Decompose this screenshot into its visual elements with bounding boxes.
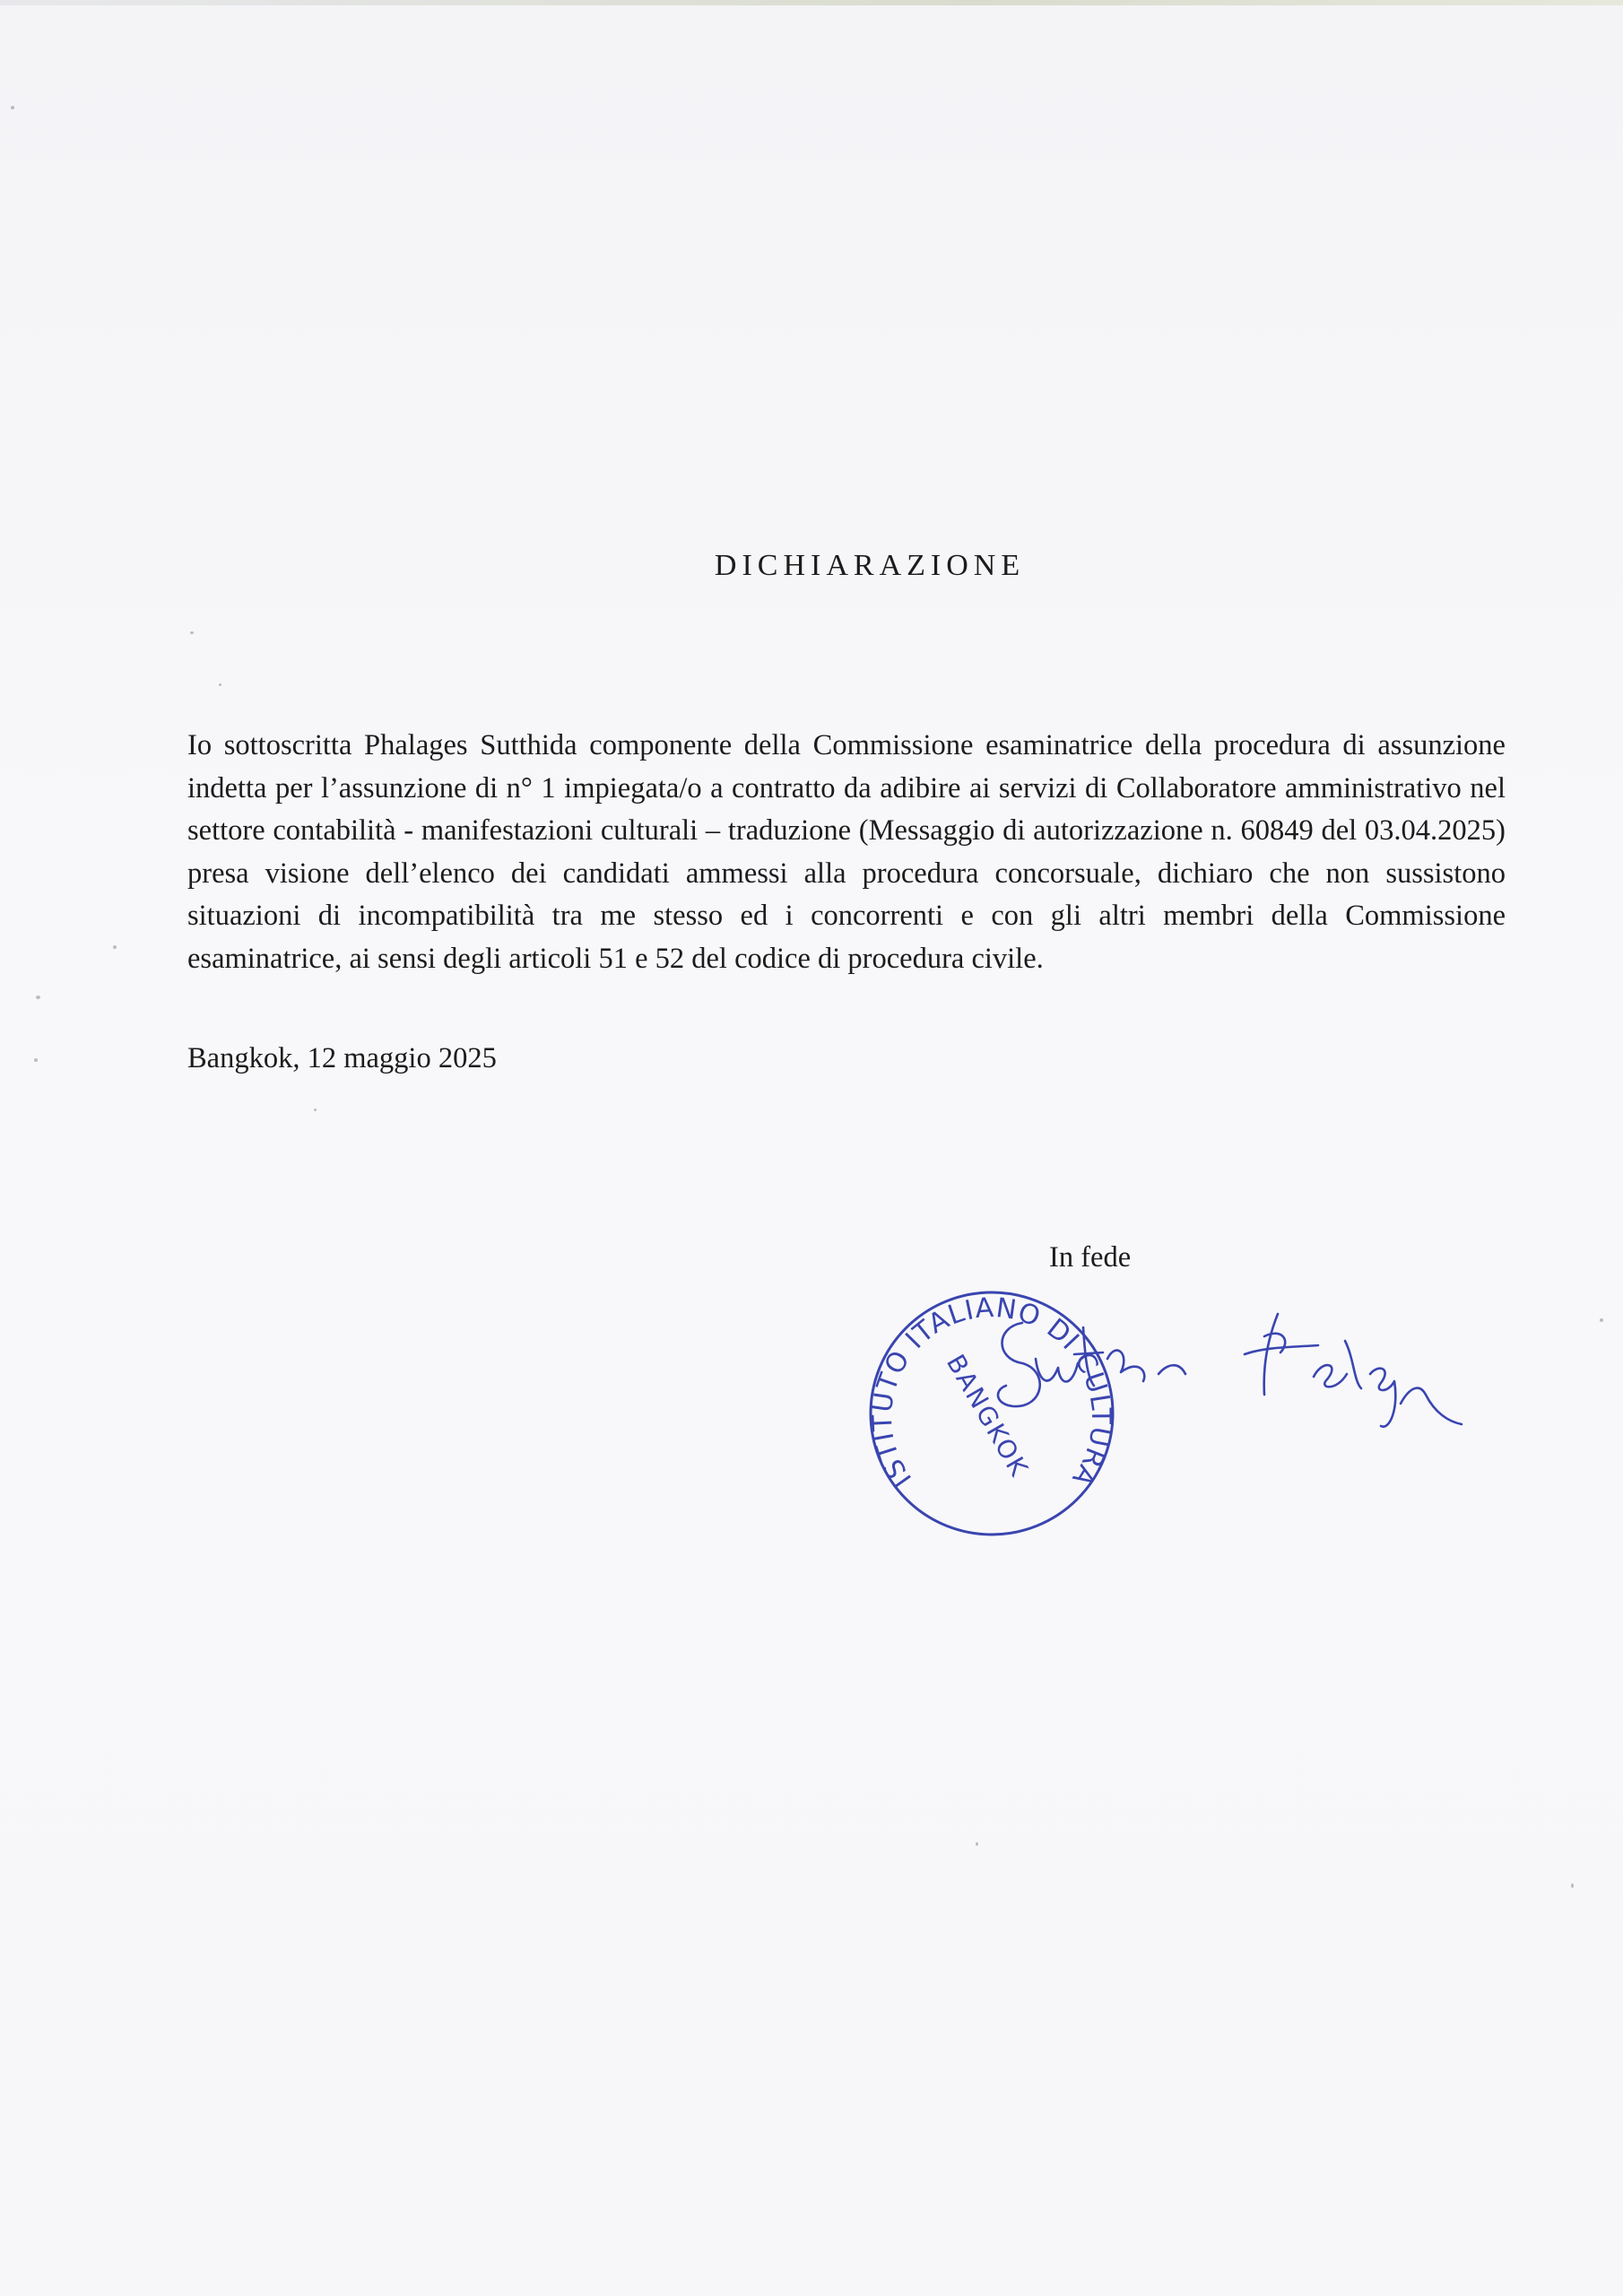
scan-speck	[1571, 1883, 1574, 1888]
scan-speck	[34, 1058, 38, 1062]
scan-edge	[0, 0, 1623, 5]
scan-speck	[11, 106, 14, 109]
scan-speck	[219, 683, 221, 686]
scan-speck	[190, 631, 194, 634]
declaration-body: Io sottoscritta Phalages Sutthida componente della Commissione esaminatrice della procedura di assunzione indetta per l’assunzione di n° 1 impiegata/o a contratto da adibire ai servizi di Collaboratore amministrativo nel settore contabilità - manifestazioni culturali – traduzione (Messaggio di autorizzazione n. 60849 del 03.04.2025) presa visione dell’elenco dei candidati ammessi alla procedura concorsuale, dichiaro che non sussistono situazioni di incompatibilità tra me stesso ed i concorrenti e con gli altri membri della Commissione esaminatrice, ai sensi degli articoli 51 e 52 del codice di procedura civile.	[187, 729, 1506, 975]
scan-speck	[36, 996, 40, 999]
scan-speck	[314, 1109, 317, 1111]
scan-speck	[1600, 1318, 1603, 1322]
closing-formula: In fede	[1049, 1241, 1132, 1274]
document-title: DICHIARAZIONE	[714, 549, 1026, 582]
handwritten-signature	[959, 1274, 1480, 1453]
place-and-date: Bangkok, 12 maggio 2025	[187, 1042, 497, 1074]
svg-text:ISTITUTO ITALIANO DI CULTURA: ISTITUTO ITALIANO DI CULTURA	[866, 1292, 1117, 1493]
scan-speck	[976, 1842, 978, 1846]
svg-text:BANGKOK: BANGKOK	[940, 1349, 1035, 1483]
scan-speck	[113, 945, 117, 949]
